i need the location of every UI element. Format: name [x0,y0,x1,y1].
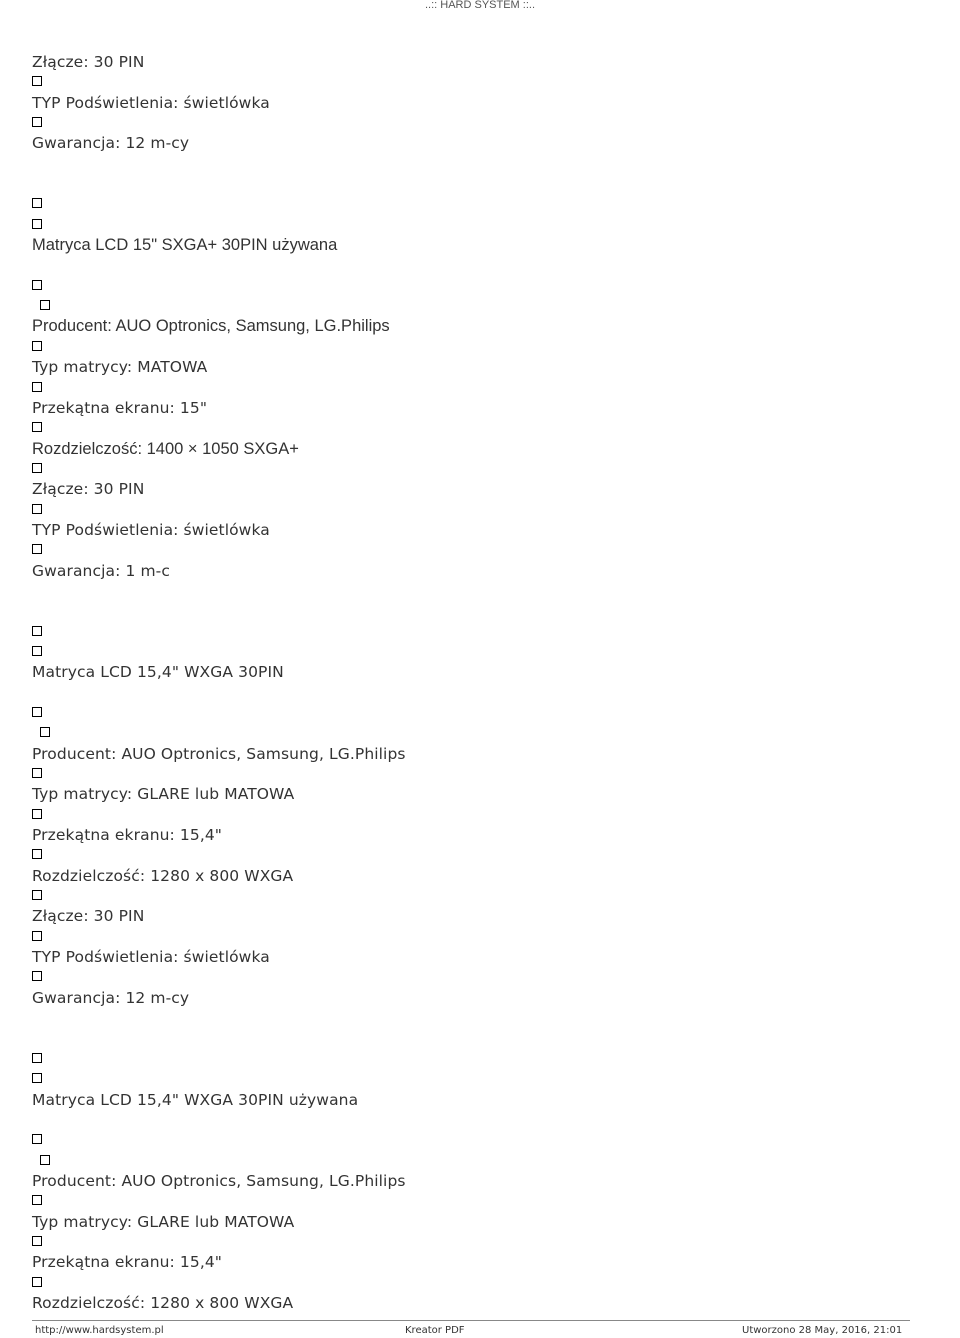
bullet-row [32,642,932,662]
spec-line: Producent: AUO Optronics, Samsung, LG.Philips [32,1171,406,1190]
bullet-row [32,459,932,479]
bullet-row [32,276,932,296]
spec-line: Złącze: 30 PIN [32,907,145,926]
bullet-row [32,927,932,947]
checkbox-square-icon [32,117,42,127]
checkbox-square-icon [32,422,42,432]
checkbox-square-icon [32,707,42,717]
checkbox-square-icon [32,544,42,554]
blank-line [32,1110,932,1130]
bullet-row [32,723,932,743]
spec-line: Rozdzielczość: 1280 x 800 WXGA [32,866,294,885]
bullet-row [32,1151,932,1171]
bullet-row [32,1191,932,1211]
spec-line: Gwarancja: 12 m-cy [32,988,190,1007]
bullet-row [32,805,932,825]
checkbox-square-icon [32,280,42,290]
bullet-row [32,1273,932,1293]
spec-line: TYP Podświetlenia: świetlówka [32,520,270,539]
spec-line: Złącze: 30 PIN [32,480,145,499]
checkbox-square-icon [32,76,42,86]
bullet-row [32,540,932,560]
spec-line: Matryca LCD 15,4" WXGA 30PIN używana [32,1090,359,1109]
bullet-row [32,622,932,642]
blank-line [32,1029,932,1049]
bullet-row [32,215,932,235]
bullet-row [32,500,932,520]
checkbox-square-icon [32,626,42,636]
spec-line: Przekątna ekranu: 15" [32,398,208,417]
spec-line: Producent: AUO Optronics, Samsung, LG.Philips [32,744,406,763]
bullet-row [32,296,932,316]
checkbox-square-icon [32,1053,42,1063]
checkbox-square-icon [32,1073,42,1083]
checkbox-square-icon [32,646,42,656]
spec-line: Typ matrycy: MATOWA [32,358,208,377]
checkbox-square-icon [40,1155,50,1165]
checkbox-square-icon [32,849,42,859]
checkbox-square-icon [40,300,50,310]
footer-generator: Kreator PDF [405,1325,465,1336]
footer-divider [32,1320,910,1321]
blank-line [32,601,932,621]
bullet-row [32,845,932,865]
bullet-row [32,194,932,214]
spec-line: Matryca LCD 15" SXGA+ 30PIN używana [32,236,338,255]
bullet-row [32,337,932,357]
bullet-row [32,378,932,398]
checkbox-square-icon [32,341,42,351]
checkbox-square-icon [32,463,42,473]
blank-line [32,154,932,174]
checkbox-square-icon [32,971,42,981]
checkbox-square-icon [32,198,42,208]
bullet-row [32,703,932,723]
bullet-row [32,886,932,906]
bullet-row [32,764,932,784]
bullet-row [32,418,932,438]
spec-line: Gwarancja: 1 m-c [32,561,170,580]
footer-url-link[interactable]: http://www.hardsystem.pl [35,1325,164,1336]
spec-line: Matryca LCD 15,4" WXGA 30PIN [32,663,284,682]
footer-created-date: Utworzono 28 May, 2016, 21:01 [742,1325,903,1336]
bullet-row [32,113,932,133]
bullet-row [32,1049,932,1069]
checkbox-square-icon [40,727,50,737]
bullet-row [32,72,932,92]
checkbox-square-icon [32,1277,42,1287]
spec-line: Typ matrycy: GLARE lub MATOWA [32,1212,295,1231]
spec-line: Rozdzielczość: 1400 × 1050 SXGA+ [32,439,299,458]
blank-line [32,683,932,703]
spec-line: Przekątna ekranu: 15,4" [32,1253,223,1272]
checkbox-square-icon [32,1195,42,1205]
checkbox-square-icon [32,768,42,778]
checkbox-square-icon [32,382,42,392]
checkbox-square-icon [32,1236,42,1246]
spec-line: Producent: AUO Optronics, Samsung, LG.Philips [32,317,390,336]
checkbox-square-icon [32,890,42,900]
spec-line: Typ matrycy: GLARE lub MATOWA [32,785,295,804]
blank-line [32,581,932,601]
bullet-row [32,1069,932,1089]
checkbox-square-icon [32,809,42,819]
spec-line: Przekątna ekranu: 15,4" [32,826,223,845]
checkbox-square-icon [32,219,42,229]
page-header-title: ..:: HARD SYSTEM ::.. [424,0,536,11]
blank-line [32,174,932,194]
spec-line: Złącze: 30 PIN [32,53,145,71]
spec-line: Rozdzielczość: 1280 x 800 WXGA [32,1293,294,1312]
spec-line: TYP Podświetlenia: świetlówka [32,93,270,112]
checkbox-square-icon [32,1134,42,1144]
bullet-row [32,1232,932,1252]
checkbox-square-icon [32,504,42,514]
spec-line: Gwarancja: 12 m-cy [32,134,190,153]
checkbox-square-icon [32,931,42,941]
spec-line: TYP Podświetlenia: świetlówka [32,948,270,967]
document-body [32,52,932,1313]
bullet-row [32,967,932,987]
bullet-row [32,1130,932,1150]
blank-line [32,1008,932,1028]
blank-line [32,255,932,275]
